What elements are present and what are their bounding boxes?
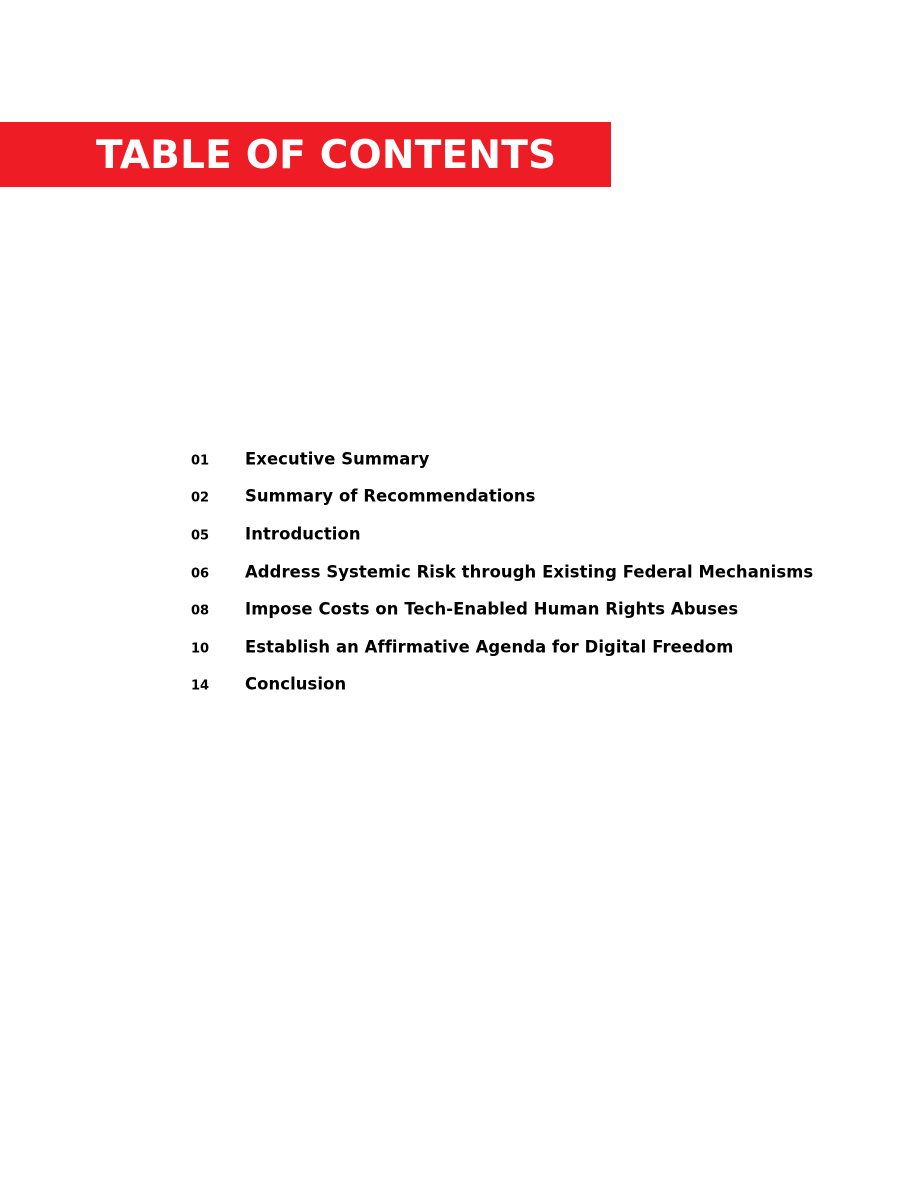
toc-entry-summary-of-recommendations[interactable] [0, 479, 920, 517]
page-title: TABLE OF CONTENTS [96, 133, 557, 178]
toc-entry-label: Conclusion [245, 674, 347, 694]
toc-entry-label: Summary of Recommendations [245, 486, 536, 506]
toc-entry-introduction[interactable] [0, 516, 920, 554]
toc-page-number: 05 [191, 528, 210, 544]
table-of-contents [0, 441, 920, 704]
title-banner [0, 122, 611, 187]
toc-page-number: 08 [191, 603, 210, 619]
toc-page-number: 10 [191, 641, 210, 657]
toc-page-number: 02 [191, 491, 210, 507]
toc-entry-label: Impose Costs on Tech-Enabled Human Rights Abuses [245, 599, 739, 619]
toc-entry-executive-summary[interactable] [0, 441, 920, 479]
toc-page-number: 01 [191, 453, 210, 469]
toc-entry-label: Address Systemic Risk through Existing Federal Mechanisms [245, 562, 814, 582]
toc-entry-affirmative-agenda[interactable] [0, 629, 920, 667]
toc-entry-conclusion[interactable] [0, 667, 920, 705]
toc-entry-address-systemic-risk[interactable] [0, 554, 920, 592]
toc-entry-label: Establish an Affirmative Agenda for Digital Freedom [245, 637, 734, 657]
toc-entry-impose-costs[interactable] [0, 591, 920, 629]
toc-entry-label: Introduction [245, 524, 361, 544]
toc-page-number: 06 [191, 566, 210, 582]
toc-entry-label: Executive Summary [245, 449, 430, 469]
toc-page-number: 14 [191, 679, 210, 695]
